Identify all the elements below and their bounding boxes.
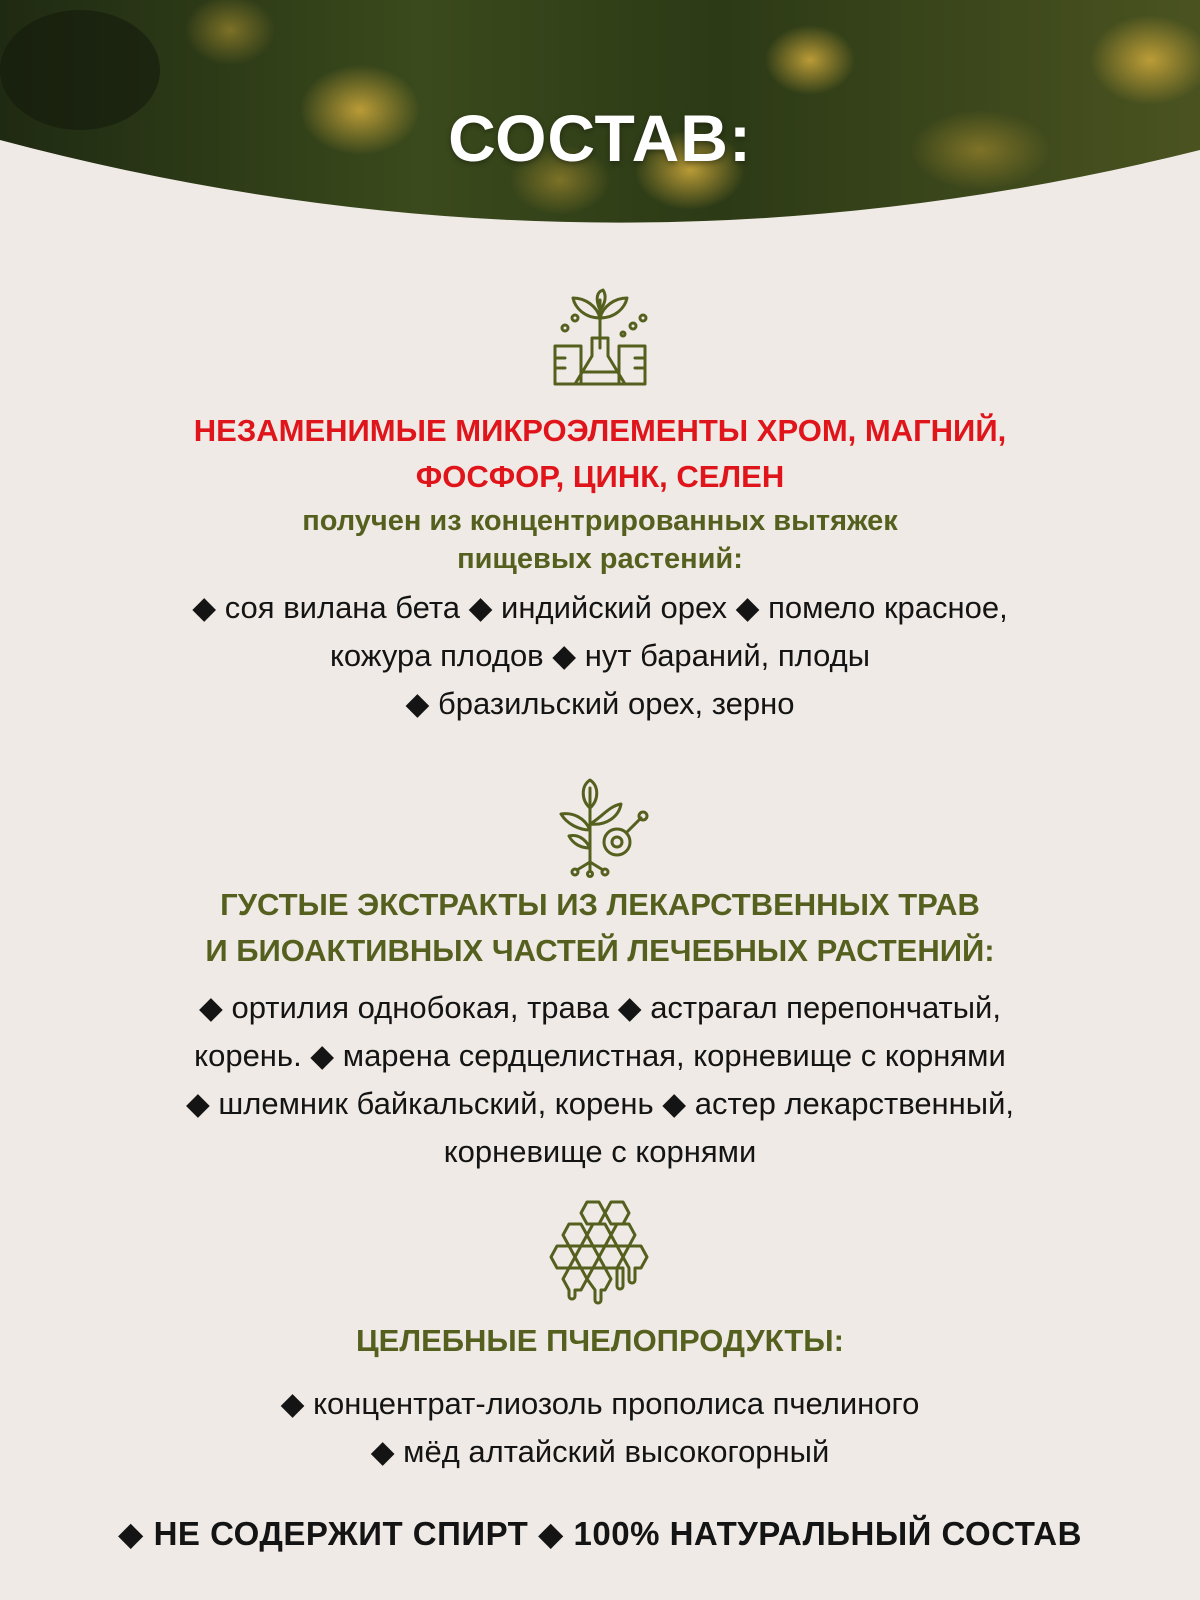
section-heading-line: И БИОАКТИВНЫХ ЧАСТЕЙ ЛЕЧЕБНЫХ РАСТЕНИЙ: — [205, 933, 995, 968]
herb-magnifier-icon — [545, 778, 655, 878]
section-herbal-extracts — [0, 778, 1200, 1176]
ingredient-line: корень. ◆ марена сердцелистная, корневище с корнями — [194, 1038, 1006, 1073]
section-heading-line: НЕЗАМЕНИМЫЕ МИКРОЭЛЕМЕНТЫ ХРОМ, МАГНИЙ, — [193, 413, 1007, 448]
ingredient-line: ◆ концентрат-лиозоль прополиса пчелиного — [280, 1386, 920, 1421]
section-heading-line: ФОСФОР, ЦИНК, СЕЛЕН — [415, 459, 785, 494]
section-heading-line: ГУСТЫЕ ЭКСТРАКТЫ ИЗ ЛЕКАРСТВЕННЫХ ТРАВ — [220, 887, 980, 922]
ingredient-line: ◆ ортилия однобокая, трава ◆ астрагал перепончатый, — [199, 990, 1001, 1025]
ingredient-line: ◆ мёд алтайский высокогорный — [370, 1434, 830, 1469]
section-heading-line: ЦЕЛЕБНЫЕ ПЧЕЛОПРОДУКТЫ: — [356, 1323, 844, 1358]
plant-flask-icon — [545, 288, 655, 398]
section-subheading-line: пищевых растений: — [457, 543, 743, 575]
honeycomb-icon — [545, 1196, 655, 1306]
section-subheading-line: получен из концентрированных вытяжек — [302, 505, 898, 537]
section-bee-products — [0, 1196, 1200, 1476]
ingredient-line: корневище с корнями — [443, 1134, 757, 1169]
ingredient-line: ◆ бразильский орех, зерно — [405, 686, 795, 721]
ingredient-line: ◆ шлемник байкальский, корень ◆ астер лекарственный, — [185, 1086, 1015, 1121]
ingredient-line: кожура плодов ◆ нут бараний, плоды — [329, 638, 871, 673]
footer-claims: ◆ НЕ СОДЕРЖИТ СПИРТ ◆ 100% НАТУРАЛЬНЫЙ СОСТАВ — [118, 1515, 1082, 1552]
section-microelements — [0, 288, 1200, 728]
page-title: СОСТАВ: — [448, 101, 752, 175]
hero-banner — [0, 0, 1200, 240]
ingredient-line: ◆ соя вилана бета ◆ индийский орех ◆ помело красное, — [192, 590, 1008, 625]
